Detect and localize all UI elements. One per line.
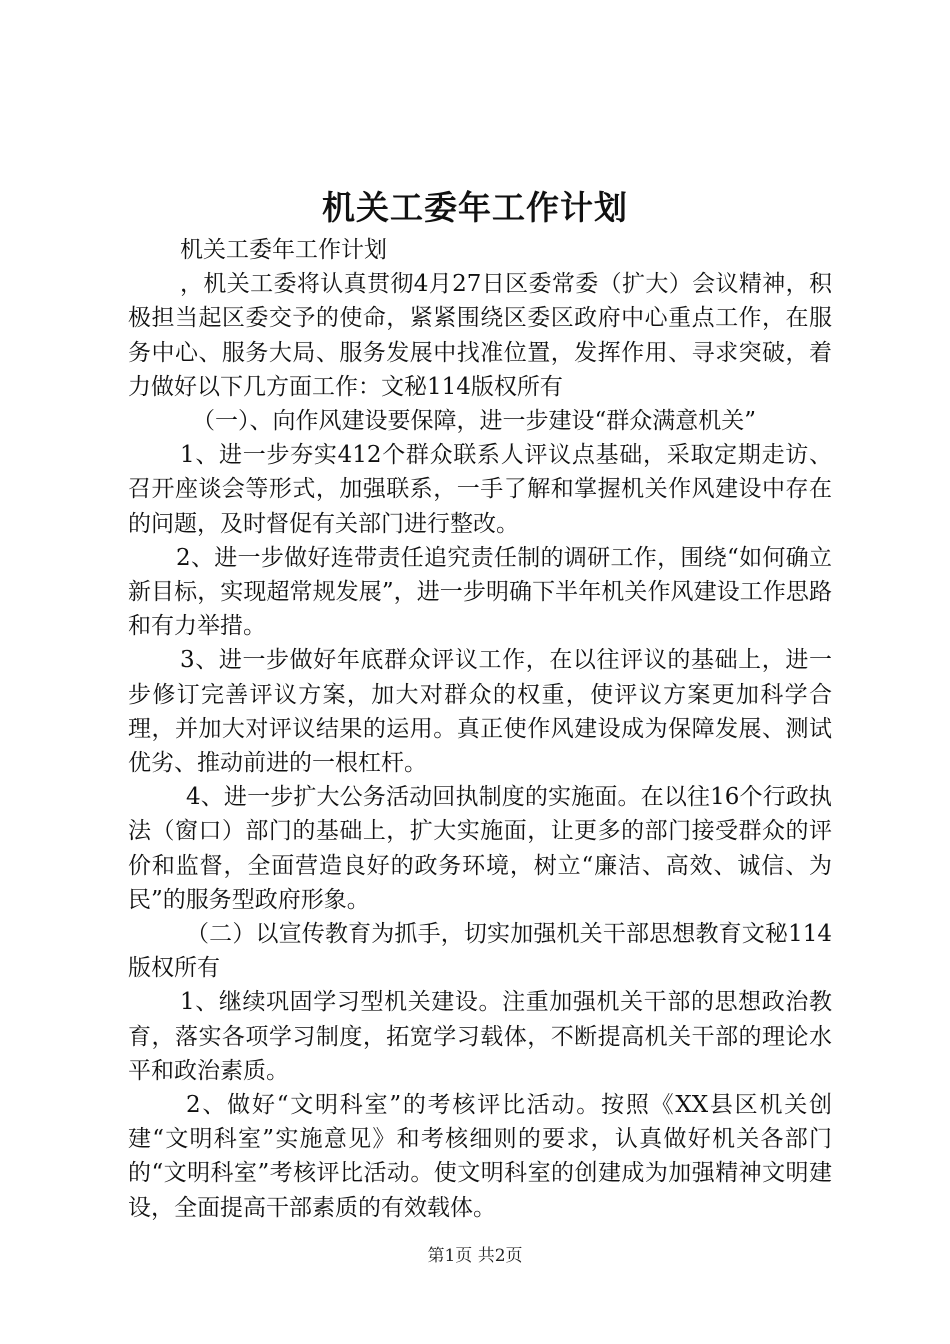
paragraph-subtitle: 机关工委年工作计划: [180, 237, 387, 263]
section-heading-2: （二）以宣传教育为抓手，切实加强机关干部思想教育文秘114版权所有: [128, 921, 832, 982]
paragraph-item: 1、继续巩固学习型机关建设。注重加强机关干部的思想政治教育，落实各项学习制度，拓宽学习载体，不断提高机关干部的理论水平和政治素质。: [128, 989, 832, 1084]
paragraph-item: 2、进一步做好连带责任追究责任制的调研工作，围绕“如何确立新目标，实现超常规发展”，进一步明确下半年机关作风建设工作思路和有力举措。: [128, 544, 832, 640]
paragraph-item: 1、进一步夯实412个群众联系人评议点基础，采取定期走访、召开座谈会等形式，加强联系，一手了解和掌握机关作风建设中存在的问题，及时督促有关部门进行整改。: [128, 442, 832, 537]
paragraph-intro: ，机关工委将认真贯彻4月27日区委常委（扩大）会议精神，积极担当起区委交予的使命，紧紧围绕区委区政府中心重点工作，在服务中心、服务大局、服务发展中找准位置，发挥作用、寻求突破，着力做好以下几方面工作：文秘114版权所有: [128, 271, 832, 400]
document-title: 机关工委年工作计划: [322, 188, 628, 227]
paragraph-item: 2、做好“文明科室”的考核评比活动。按照《XX县区机关创建“文明科室”实施意见》和考核细则的要求，认真做好机关各部门的“文明科室”考核评比活动。使文明科室的创建成为加强精神文明建设，全面提高干部素质的有效载体。: [128, 1092, 832, 1221]
paragraph-item: 4、进一步扩大公务活动回执制度的实施面。在以往16个行政执法（窗口）部门的基础上，扩大实施面，让更多的部门接受群众的评价和监督，全面营造良好的政务环境，树立“廉洁、高效、诚信、为民”的服务型政府形象。: [128, 784, 832, 913]
document-body: [128, 233, 832, 1225]
paragraph-item: 3、进一步做好年底群众评议工作，在以往评议的基础上，进一步修订完善评议方案，加大对群众的权重，使评议方案更加科学合理，并加大对评议结果的运用。真正使作风建设成为保障发展、测试优劣、推动前进的一根杠杆。: [128, 647, 832, 777]
section-heading-1: （一）、向作风建设要保障，进一步建设“群众满意机关”: [192, 408, 757, 435]
page-number-footer: 第1页 共2页: [427, 1246, 523, 1266]
